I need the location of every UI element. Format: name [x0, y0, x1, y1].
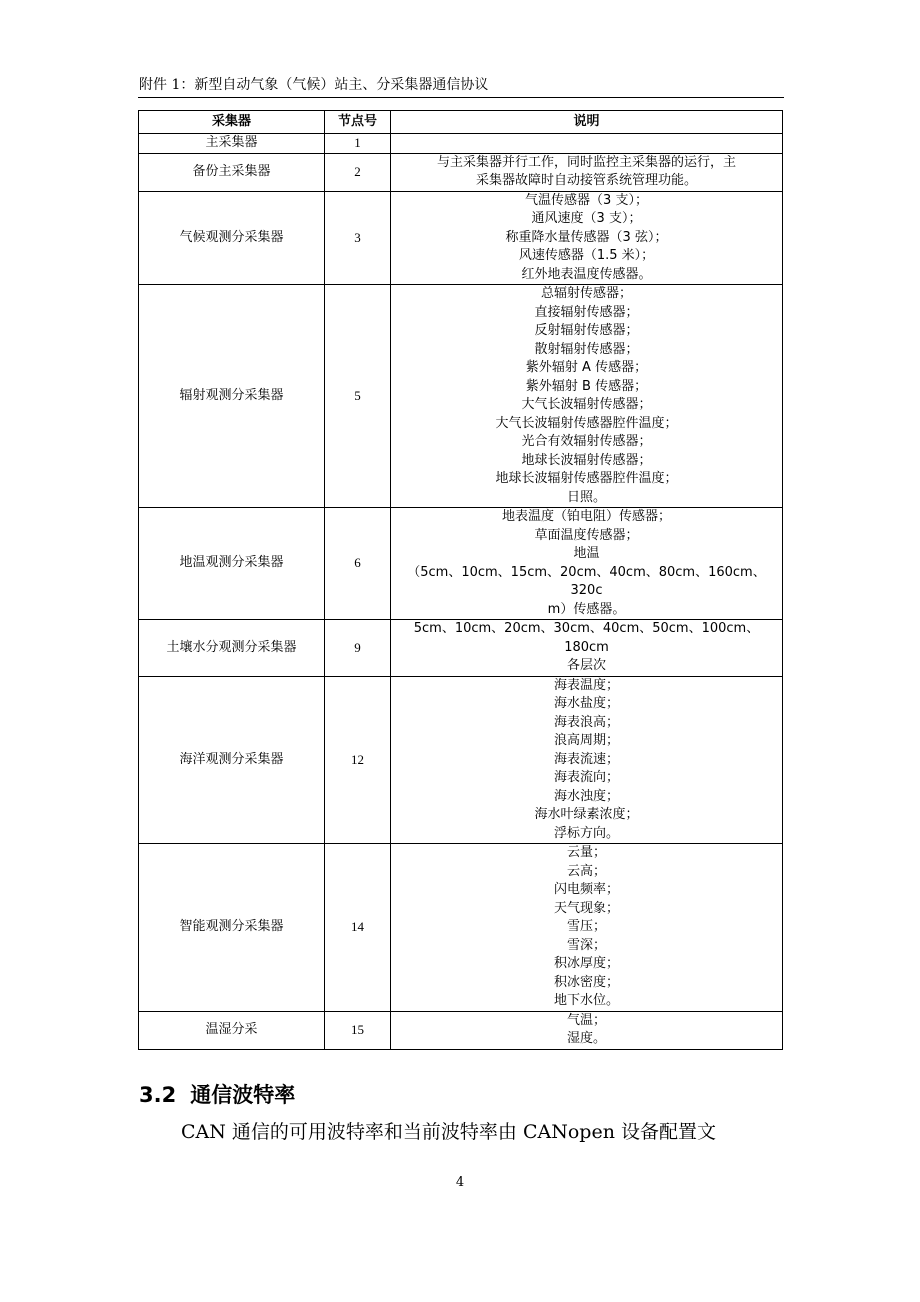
- description-line: 云高；: [566, 863, 606, 879]
- node-number: 12: [325, 676, 391, 844]
- table-row: [139, 676, 783, 844]
- section-body-text: CAN 通信的可用波特率和当前波特率由 CANopen 设备配置文: [181, 1121, 716, 1143]
- description-line: 浮标方向。: [553, 825, 619, 841]
- description-line: 气温；: [566, 1012, 606, 1028]
- description-cell: [391, 153, 783, 191]
- description-line: 总辐射传感器；: [540, 286, 632, 301]
- node-number: 9: [325, 620, 391, 677]
- page-header: 附件 1：新型自动气象（气候）站主、分采集器通信协议: [139, 77, 489, 93]
- description-line: 地球长波辐射传感器腔件温度；: [495, 471, 678, 486]
- column-header-collector: 采集器: [139, 111, 325, 134]
- description-line: 紫外辐射 B 传感器；: [525, 378, 648, 394]
- node-number: 6: [325, 508, 391, 620]
- description-line: 散射辐射传感器；: [534, 341, 639, 357]
- collector-name: 备份主采集器: [139, 153, 325, 191]
- description-line: 各层次: [566, 658, 606, 673]
- description-line: 海表温度；: [553, 677, 619, 693]
- table-header-row: [139, 111, 783, 134]
- section-title: 通信波特率: [190, 1083, 296, 1107]
- node-number: 5: [325, 285, 391, 508]
- description-line: 海表浪高；: [553, 714, 619, 730]
- description-line: 日照。: [566, 489, 606, 505]
- table-row: [139, 620, 783, 677]
- description-line: 积冰密度；: [553, 974, 619, 990]
- description-line: 海水盐度；: [553, 696, 619, 711]
- description-line: 光合有效辐射传感器；: [521, 434, 652, 449]
- table-row: [139, 134, 783, 154]
- description-line: 雪压；: [566, 919, 606, 934]
- node-number: 2: [325, 153, 391, 191]
- table-row: [139, 844, 783, 1012]
- description-line: 地球长波辐射传感器；: [521, 452, 652, 468]
- description-line: 浪高周期；: [553, 733, 619, 748]
- table-row: [139, 285, 783, 508]
- description-line: 草面温度传感器；: [534, 527, 639, 543]
- description-line: 海表流向；: [553, 770, 619, 785]
- node-number: 15: [325, 1011, 391, 1049]
- description-line: 红外地表温度传感器。: [521, 266, 652, 282]
- description-cell: [391, 285, 783, 508]
- page-number: 4: [455, 1175, 465, 1190]
- description-line: 地表温度（铂电阻）传感器；: [501, 509, 671, 524]
- collector-name: 温湿分采: [139, 1011, 325, 1049]
- description-line: 云量；: [566, 845, 606, 860]
- description-line: 积冰厚度；: [553, 956, 619, 971]
- column-header-description: 说明: [391, 111, 783, 134]
- table-row: [139, 153, 783, 191]
- description-cell: [391, 676, 783, 844]
- section-number: 3.2: [139, 1083, 177, 1107]
- node-number: 14: [325, 844, 391, 1012]
- description-line: 湿度。: [566, 1031, 606, 1046]
- description-line: 紫外辐射 A 传感器；: [525, 360, 648, 375]
- table-row: [139, 191, 783, 285]
- description-line: （5cm、10cm、15cm、20cm、40cm、80cm、160cm、320c: [407, 564, 766, 598]
- description-line: 闪电频率；: [553, 882, 619, 897]
- collector-name: 海洋观测分采集器: [139, 676, 325, 844]
- description-line: 5cm、10cm、20cm、30cm、40cm、50cm、100cm、180cm: [413, 621, 760, 655]
- description-cell: [391, 1011, 783, 1049]
- node-number: 3: [325, 191, 391, 285]
- description-cell: [391, 620, 783, 677]
- description-line: 称重降水量传感器（3 弦）；: [505, 229, 668, 245]
- collector-name: 辐射观测分采集器: [139, 285, 325, 508]
- table-row: [139, 508, 783, 620]
- section-heading: [139, 1080, 295, 1110]
- collector-name: 主采集器: [139, 134, 325, 154]
- description-line: m）传感器。: [547, 601, 626, 617]
- description-line: 风速传感器（1.5 米）；: [518, 248, 655, 263]
- description-line: 气温传感器（3 支）；: [525, 192, 648, 208]
- column-header-node: 节点号: [325, 111, 391, 134]
- collector-name: 土壤水分观测分采集器: [139, 620, 325, 677]
- node-number: 1: [325, 134, 391, 154]
- collector-name: 气候观测分采集器: [139, 191, 325, 285]
- table-row: [139, 1011, 783, 1049]
- description-line: 地下水位。: [553, 993, 619, 1008]
- description-line: 海水浊度；: [553, 788, 619, 804]
- description-line: 海表流速；: [553, 751, 619, 767]
- description-line: 与主采集器并行工作，同时监控主采集器的运行，主: [436, 154, 736, 170]
- description-line: 通风速度（3 支）；: [531, 211, 642, 226]
- description-line: 雪深；: [566, 937, 606, 953]
- description-cell: [391, 191, 783, 285]
- description-line: 天气现象；: [553, 900, 619, 916]
- description-cell: [391, 844, 783, 1012]
- collector-table: [138, 110, 783, 1050]
- collector-name: 智能观测分采集器: [139, 844, 325, 1012]
- table-body: [139, 134, 783, 1050]
- description-line: 海水叶绿素浓度；: [534, 807, 639, 822]
- description-cell: [391, 508, 783, 620]
- description-cell: [391, 134, 783, 154]
- description-line: 直接辐射传感器；: [534, 304, 639, 320]
- description-line: 采集器故障时自动接管系统管理功能。: [475, 173, 697, 188]
- description-line: 地温: [573, 546, 600, 561]
- description-line: 反射辐射传感器；: [534, 323, 639, 338]
- collector-name: 地温观测分采集器: [139, 508, 325, 620]
- header-divider: [138, 97, 784, 98]
- description-line: 大气长波辐射传感器；: [521, 397, 652, 412]
- description-line: 大气长波辐射传感器腔件温度；: [495, 415, 678, 431]
